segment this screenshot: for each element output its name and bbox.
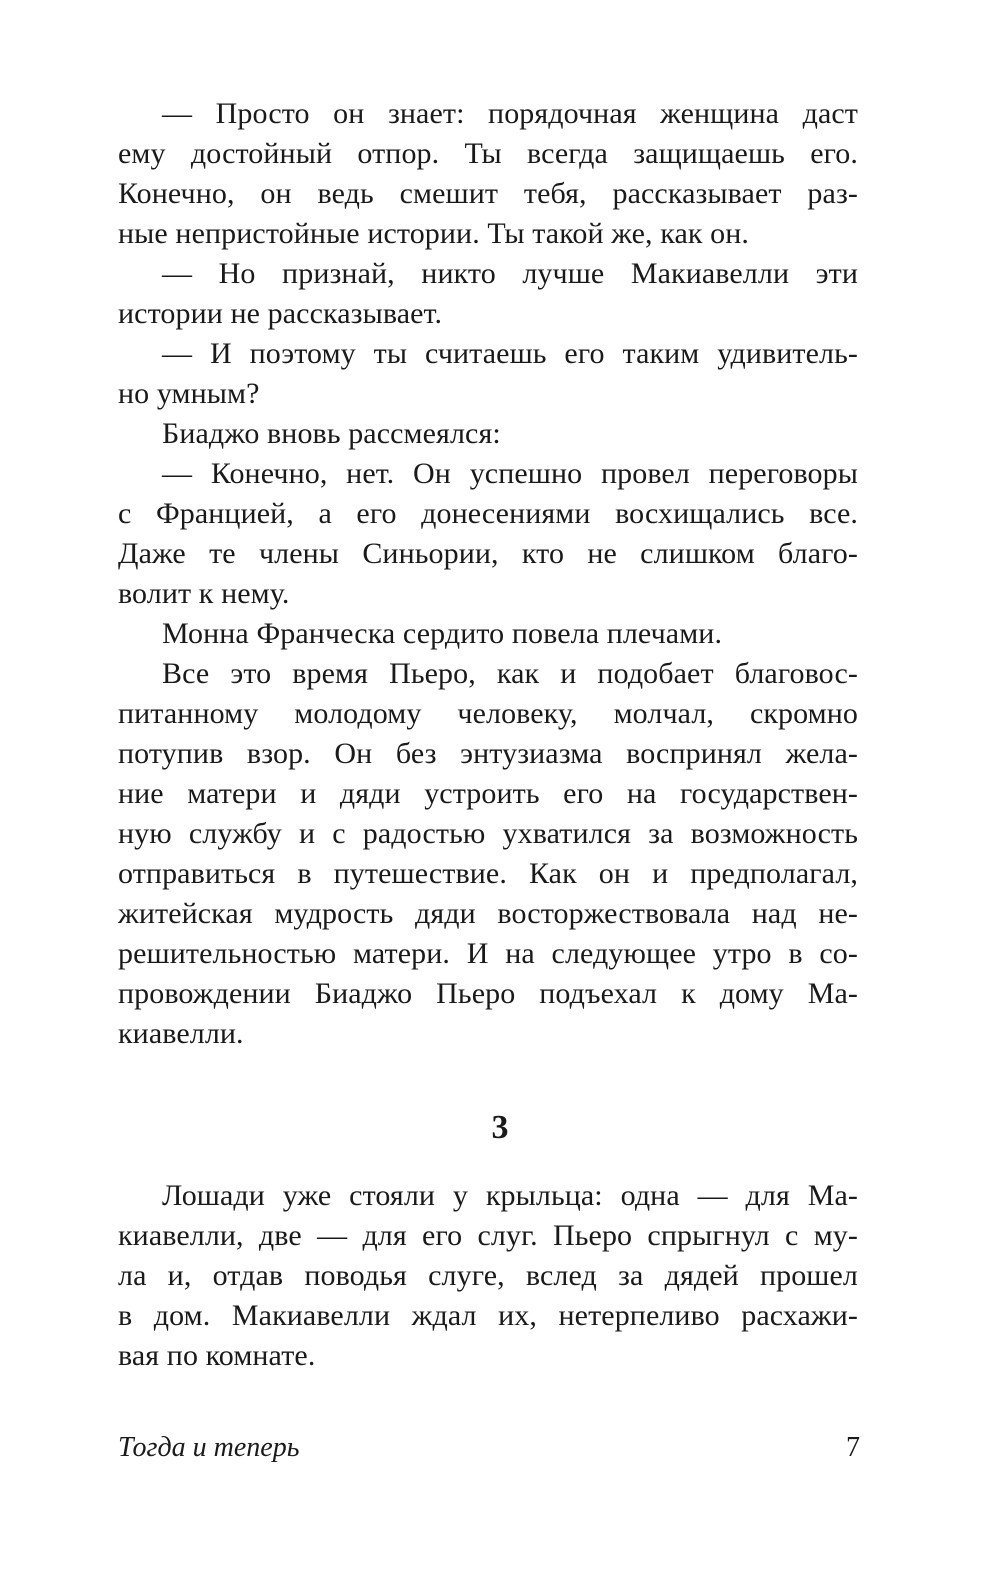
running-title: Тогда и теперь	[118, 1432, 300, 1463]
text-line: отправиться в путешествие. Как он и предполагал,	[118, 857, 858, 890]
text-line: Монна Франческа сердито повела плечами.	[162, 617, 723, 650]
text-line: — Просто он знает: порядочная женщина даст	[162, 97, 858, 130]
text-line: ные непристойные истории. Ты такой же, как он.	[118, 217, 750, 250]
text-line: Биаджо вновь рассмеялся:	[162, 417, 501, 450]
text-line: истории не рассказывает.	[118, 297, 443, 330]
text-line: — И поэтому ты считаешь его таким удивитель-	[162, 337, 858, 370]
text-line: ную службу и с радостью ухватился за возможность	[118, 817, 858, 850]
text-line: но умным?	[118, 377, 260, 410]
text-line: вая по комнате.	[118, 1339, 316, 1372]
text-line: ние матери и дяди устроить его на государствен-	[118, 777, 858, 810]
chapter-number: 3	[491, 1109, 509, 1146]
text-line: в дом. Макиавелли ждал их, нетерпеливо расхажи-	[118, 1299, 858, 1332]
text-line: провождении Биаджо Пьеро подъехал к дому Ма-	[118, 977, 858, 1010]
text-line: Лошади уже стояли у крыльца: одна — для Ма-	[162, 1179, 858, 1212]
text-line: ла и, отдав поводья слуге, вслед за дядей прошел	[118, 1259, 858, 1292]
text-line: потупив взор. Он без энтузиазма воспринял жела-	[118, 737, 858, 770]
page-number: 7	[846, 1432, 860, 1463]
text-line: Все это время Пьеро, как и подобает благовос-	[162, 657, 858, 690]
text-line: киавелли, две — для его слуг. Пьеро спрыгнул с му-	[118, 1219, 858, 1252]
text-before-chapter	[118, 94, 858, 1054]
text-after-chapter	[118, 1176, 858, 1376]
text-line: питанному молодому человеку, молчал, скромно	[118, 697, 858, 730]
text-line: киавелли.	[118, 1017, 244, 1050]
text-line: решительностью матери. И на следующее утро в со-	[118, 937, 858, 970]
text-line: ему достойный отпор. Ты всегда защищаешь его.	[118, 137, 858, 170]
text-line: Конечно, он ведь смешит тебя, рассказывает раз-	[118, 177, 858, 210]
text-line: житейская мудрость дяди восторжествовала над не-	[118, 897, 858, 930]
text-line: с Францией, а его донесениями восхищались все.	[118, 497, 858, 530]
text-line: волит к нему.	[118, 577, 290, 610]
text-line: — Конечно, нет. Он успешно провел переговоры	[162, 457, 858, 490]
text-line: — Но признай, никто лучше Макиавелли эти	[162, 257, 858, 290]
text-line: Даже те члены Синьории, кто не слишком благо-	[118, 537, 858, 570]
